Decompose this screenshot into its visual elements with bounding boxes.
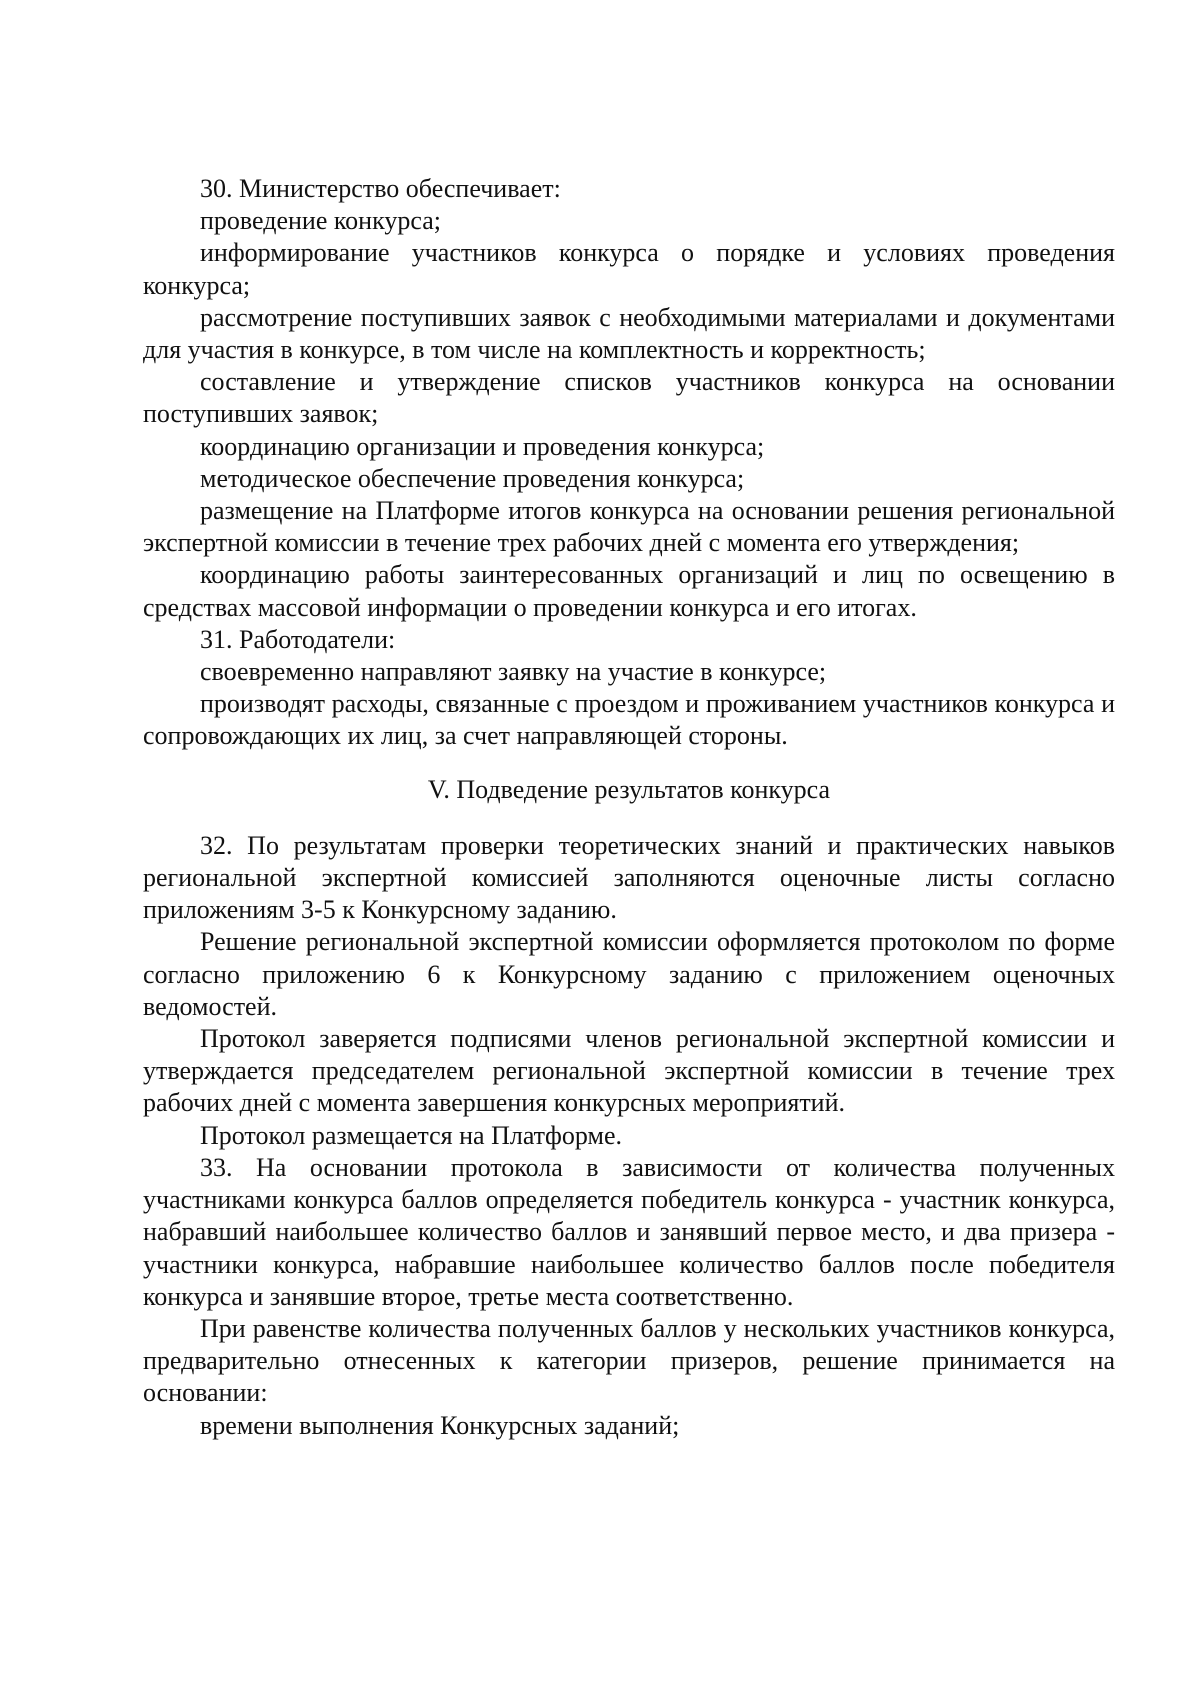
list-item: производят расходы, связанные с проездом и проживанием участников конкурса и сопровождающих их лиц, за счет направляющей стороны. [143, 689, 1115, 751]
paragraph-32: 32. По результатам проверки теоретических знаний и практических навыков региональной экспертной комиссией заполняются оценочные листы согласно приложениям 3-5 к Конкурсному заданию. [143, 830, 1115, 925]
list-item: составление и утверждение списков участников конкурса на основании поступивших заявок; [143, 367, 1115, 429]
paragraph: Протокол заверяется подписями членов региональной экспертной комиссии и утверждается председателем региональной экспертной комиссии в течение трех рабочих дней с момента завершения конкурсных мероприятий. [143, 1024, 1115, 1118]
paragraph-30-heading: 30. Министерство обеспечивает: [200, 174, 561, 203]
list-item: своевременно направляют заявку на участие в конкурсе; [200, 657, 827, 687]
list-item: координацию работы заинтересованных организаций и лиц по освещению в средствах массовой информации о проведении конкурса и его итогах. [143, 560, 1115, 622]
paragraph: Протокол размещается на Платформе. [200, 1120, 622, 1150]
list-item: времени выполнения Конкурсных заданий; [200, 1410, 680, 1440]
list-item: размещение на Платформе итогов конкурса на основании решения региональной экспертной комиссии в течение трех рабочих дней с момента его утверждения; [143, 496, 1115, 558]
document-body [143, 173, 1115, 1442]
section-heading: V. Подведение результатов конкурса [427, 774, 831, 804]
list-item: информирование участников конкурса о порядке и условиях проведения конкурса; [143, 238, 1115, 300]
list-item: рассмотрение поступивших заявок с необходимыми материалами и документами для участия в конкурсе, в том числе на комплектность и корректность; [143, 302, 1115, 365]
paragraph: При равенстве количества полученных баллов у нескольких участников конкурса, предварительно отнесенных к категории призеров, решение принимается на основании: [143, 1313, 1115, 1408]
list-item: координацию организации и проведения конкурса; [200, 431, 765, 461]
list-item: проведение конкурса; [200, 206, 441, 236]
paragraph-33: 33. На основании протокола в зависимости от количества полученных участниками конкурса баллов определяется победитель конкурса - участник конкурса, набравший наибольшее количество баллов и занявший первое место, и два призера - участники конкурса, набравшие наибольшее количество баллов после победителя конкурса и занявшие второе, третье места соответственно. [143, 1152, 1115, 1311]
paragraph-31-heading: 31. Работодатели: [200, 624, 396, 654]
paragraph: Решение региональной экспертной комиссии оформляется протоколом по форме согласно приложению 6 к Конкурсному заданию с приложением оценочных ведомостей. [143, 927, 1115, 1021]
list-item: методическое обеспечение проведения конкурса; [200, 463, 745, 493]
